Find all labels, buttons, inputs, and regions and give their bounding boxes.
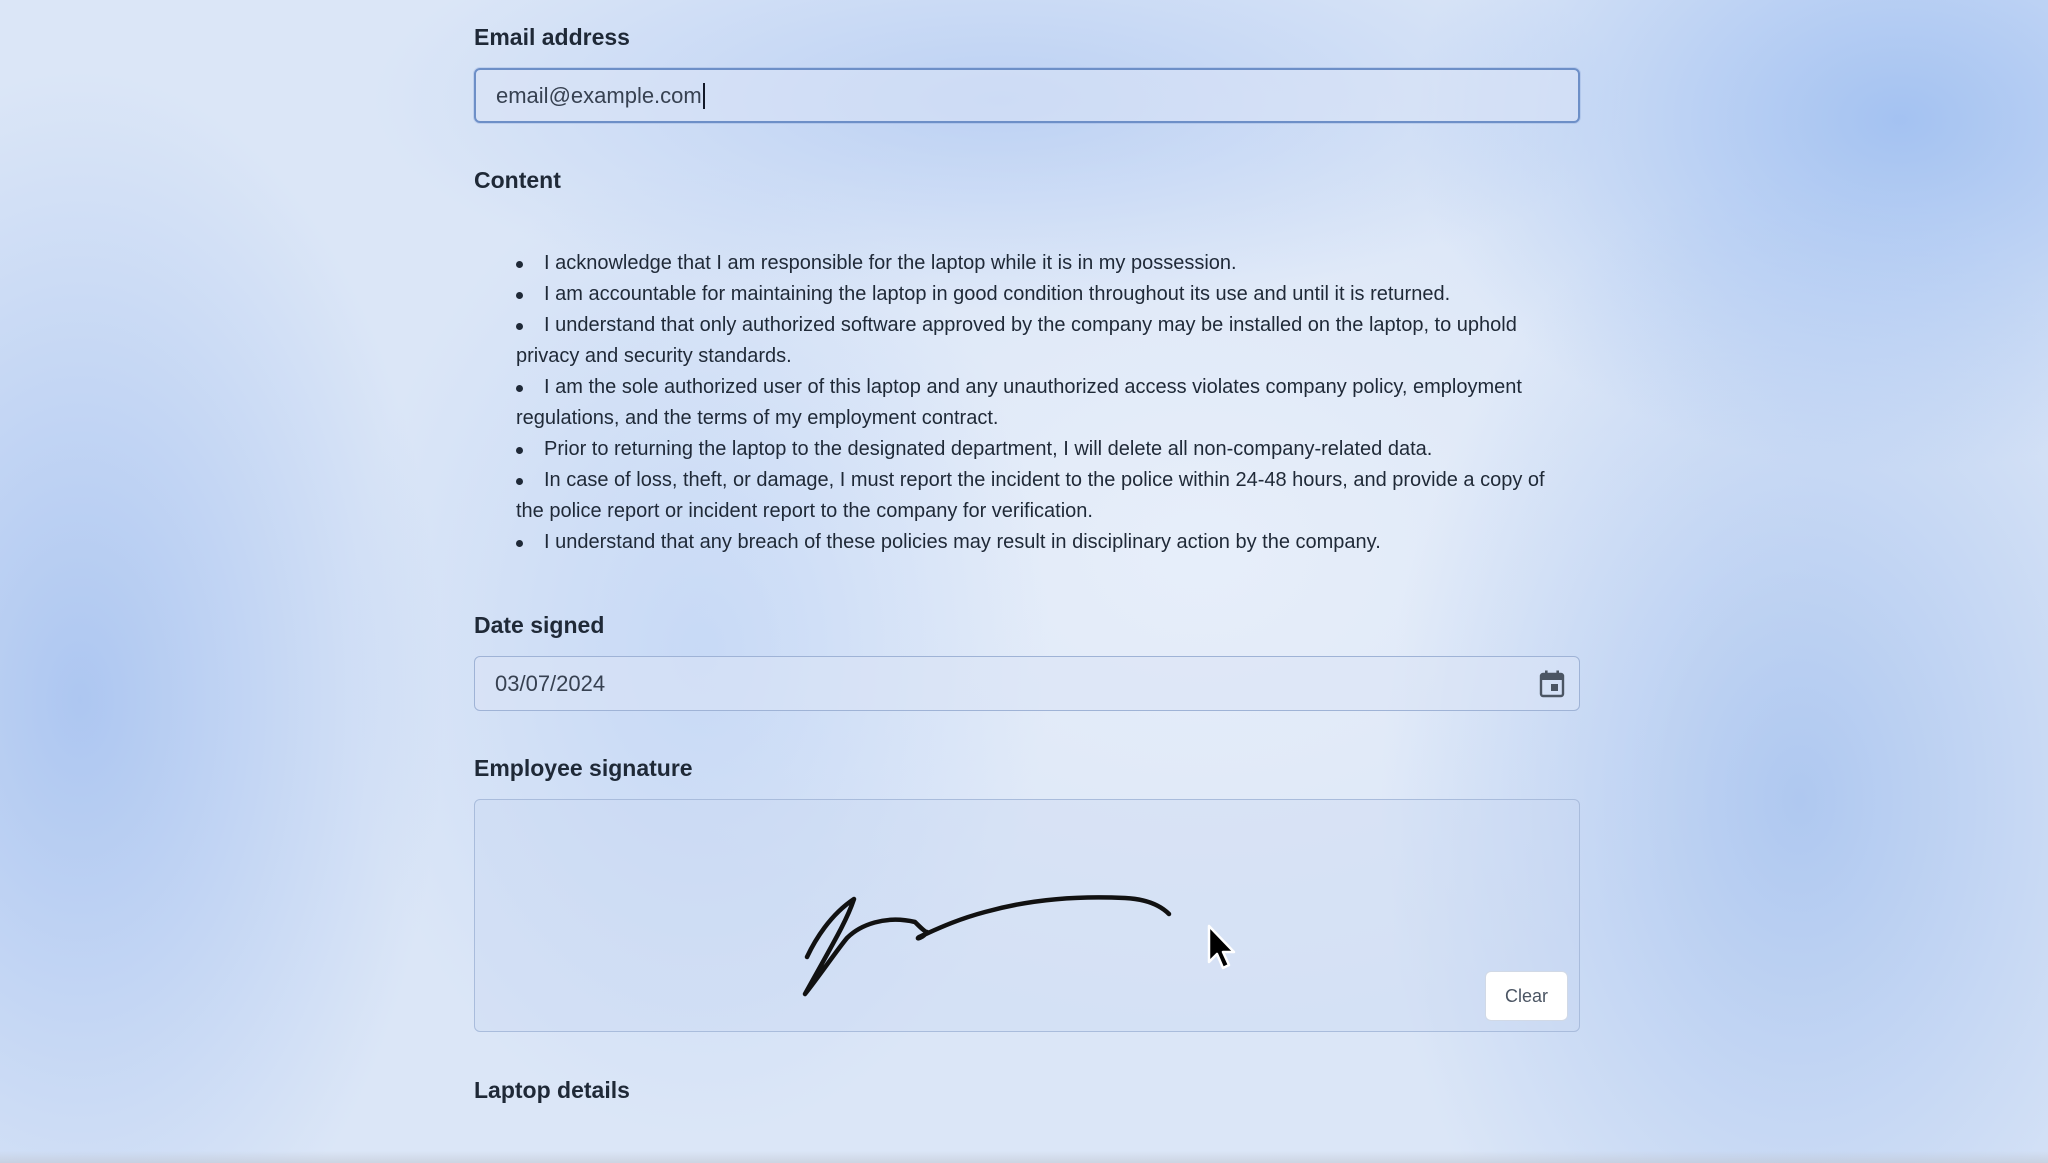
- date-signed-label: Date signed: [474, 612, 605, 638]
- signature-label: Employee signature: [474, 755, 693, 781]
- list-item: I am the sole authorized user of this laptop and any unauthorized access violates company policy, employment regulations, and the terms of my employment contract.: [516, 372, 1556, 434]
- email-label: Email address: [474, 24, 630, 50]
- list-item: I am accountable for maintaining the laptop in good condition throughout its use and until it is returned.: [516, 279, 1556, 310]
- date-signed-field[interactable]: [474, 656, 1580, 711]
- list-item: Prior to returning the laptop to the designated department, I will delete all non-company-related data.: [516, 434, 1556, 465]
- signature-drawing: [475, 800, 1581, 1033]
- date-signed-value: 03/07/2024: [495, 670, 606, 696]
- email-value: email@example.com: [496, 82, 702, 108]
- clear-signature-button[interactable]: Clear: [1485, 971, 1568, 1021]
- list-item: I acknowledge that I am responsible for the laptop while it is in my possession.: [516, 248, 1556, 279]
- laptop-details-label: Laptop details: [474, 1077, 630, 1103]
- content-label: Content: [474, 167, 561, 193]
- list-item: I understand that only authorized software approved by the company may be installed on the laptop, to uphold privacy and security standards.: [516, 310, 1556, 372]
- text-caret: [703, 83, 705, 109]
- calendar-icon[interactable]: [1539, 670, 1565, 698]
- signature-pad[interactable]: [474, 799, 1580, 1032]
- bottom-shadow: [0, 1151, 2048, 1163]
- list-item: In case of loss, theft, or damage, I must report the incident to the police within 24-48 hours, and provide a copy of the police report or incident report to the company for verification.: [516, 465, 1556, 527]
- list-item: I understand that any breach of these policies may result in disciplinary action by the company.: [516, 527, 1556, 558]
- email-field[interactable]: [474, 68, 1580, 123]
- mouse-pointer-icon: [1206, 924, 1236, 972]
- content-list: [516, 248, 1556, 558]
